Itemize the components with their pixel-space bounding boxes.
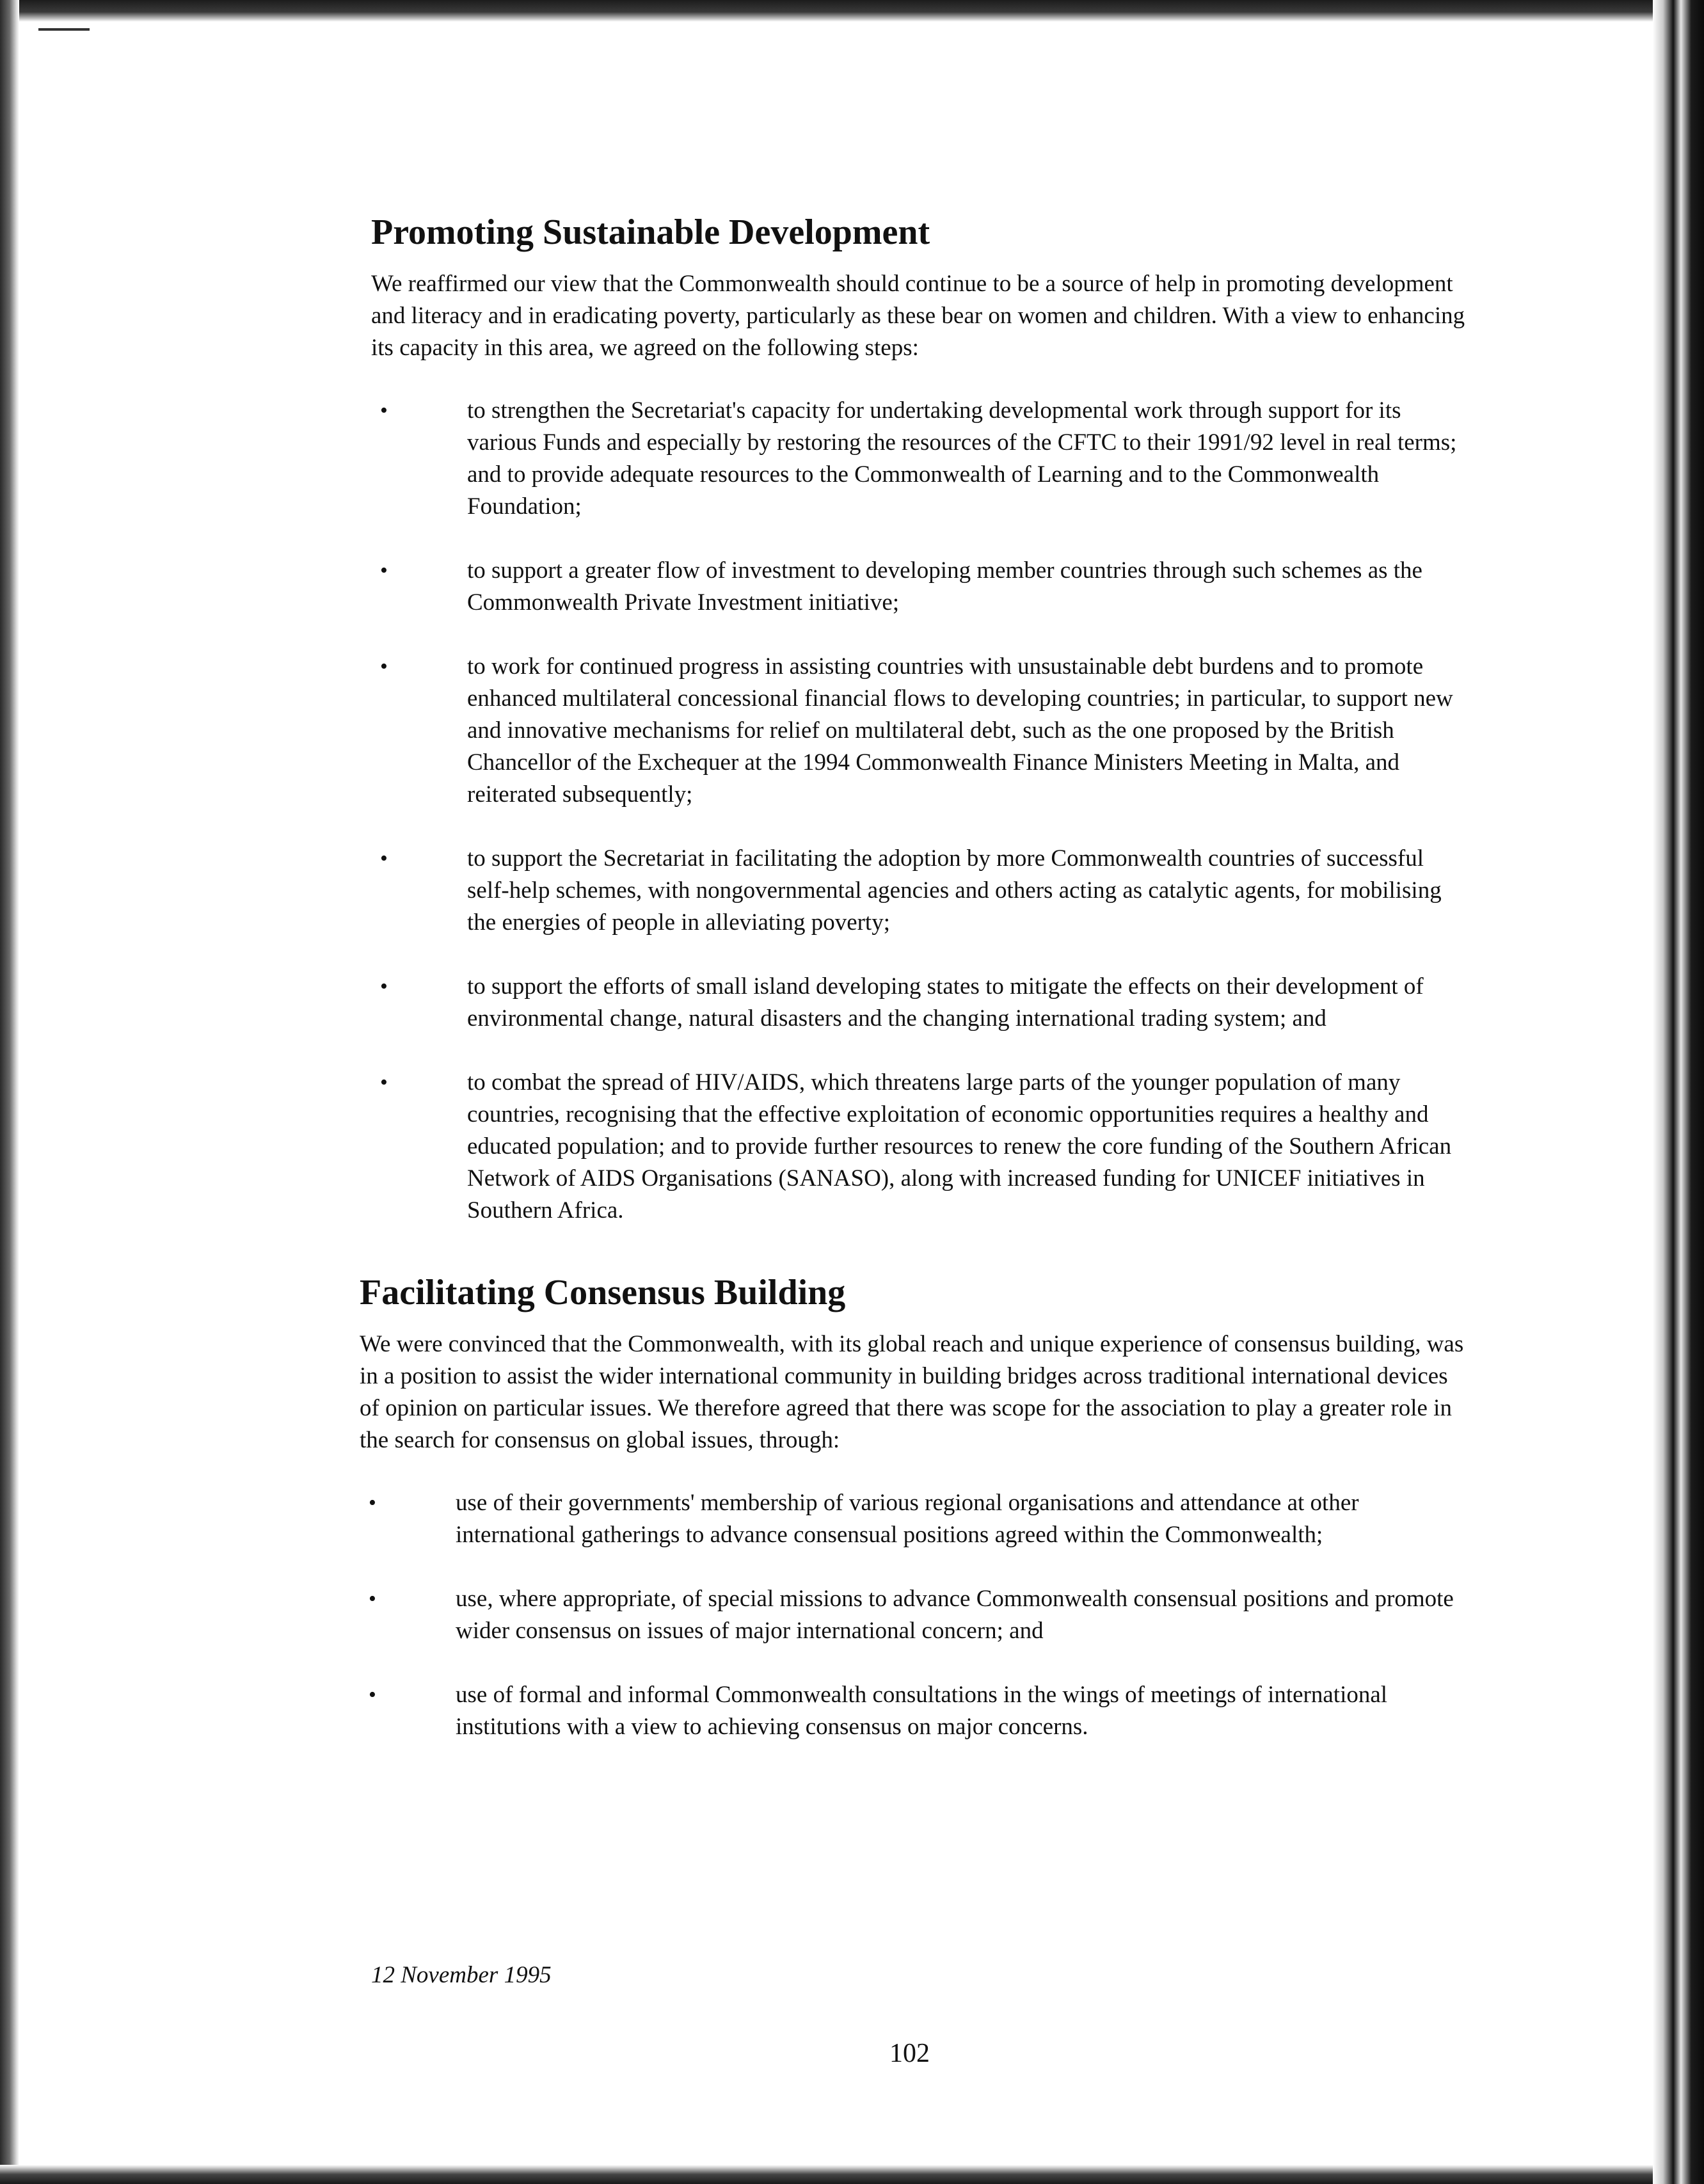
- bullet-icon: •: [380, 399, 388, 423]
- list-item-text: to support the efforts of small island developing states to mitigate the effects on their development of environmental change, natural disasters and the changing international trading system; and: [467, 973, 1424, 1032]
- list-item: [360, 1679, 1472, 1743]
- scan-border-top: [0, 0, 1704, 22]
- list-item-text: to combat the spread of HIV/AIDS, which threatens large parts of the younger population of many countries, recognising that the effective exploitation of economic opportunities requires a healthy and educated population; and to provide further resources to renew the core funding of the Southern African Network of AIDS Organisations (SANASO), along with increased funding for UNICEF initiatives in Southern Africa.: [467, 1069, 1452, 1224]
- bullet-icon: •: [369, 1587, 376, 1611]
- section-intro: We were convinced that the Commonwealth, with its global reach and unique experience of consensus building, was in a position to assist the wider international community in building bridges across traditional international devices of opinion on particular issues. We therefore agreed that there was scope for the association to play a greater role in the search for consensus on global issues, through:: [360, 1331, 1464, 1454]
- list-item-text: use, where appropriate, of special missions to advance Commonwealth consensual positions and promote wider consensus on issues of major international concern; and: [456, 1586, 1454, 1645]
- list-item: [371, 1067, 1472, 1227]
- list-item: [360, 1583, 1472, 1647]
- bullet-icon: •: [380, 1071, 388, 1095]
- section-title: Promoting Sustainable Development: [371, 212, 930, 252]
- list-item: [371, 395, 1472, 523]
- bullet-icon: •: [380, 847, 388, 871]
- scan-border-bottom: [0, 2165, 1704, 2184]
- list-item: [371, 843, 1472, 939]
- bullet-icon: •: [369, 1683, 376, 1707]
- list-item-text: to strengthen the Secretariat's capacity for undertaking developmental work through support for its various Funds and especially by restoring the resources of the CFTC to their 1991/92 level in real terms; and to provide adequate resources to the Commonwealth of Learning and to the Commonwealth Foundation;: [467, 397, 1457, 520]
- section-intro: We reaffirmed our view that the Commonwealth should continue to be a source of help in promoting development and literacy and in eradicating poverty, particularly as these bear on women and children. With a view to enhancing its capacity in this area, we agreed on the following steps:: [371, 271, 1465, 362]
- list-item-text: to work for continued progress in assisting countries with unsustainable debt burdens and to promote enhanced multilateral concessional financial flows to developing countries; in particular, to support new and innovative mechanisms for relief on multilateral debt, such as the one proposed by the British Chancellor of the Exchequer at the 1994 Commonwealth Finance Ministers Meeting in Malta, and reiterated subsequently;: [467, 653, 1453, 808]
- bullet-icon: •: [380, 655, 388, 679]
- list-item: [371, 555, 1472, 619]
- list-item: [371, 651, 1472, 811]
- list-item-text: to support a greater flow of investment to developing member countries through such schemes as the Commonwealth Private Investment initiative;: [467, 557, 1422, 616]
- scan-border-right: [1653, 0, 1704, 2184]
- scan-border-left: [0, 0, 19, 2184]
- list-item-text: use of their governments' membership of various regional organisations and attendance at other international gatherings to advance consensual positions agreed within the Commonwealth;: [456, 1490, 1359, 1549]
- scan-mark: [38, 28, 90, 31]
- bullet-icon: •: [380, 559, 388, 583]
- section-title: Facilitating Consensus Building: [360, 1273, 846, 1313]
- bullet-icon: •: [380, 975, 388, 999]
- document-page: [360, 211, 1472, 1775]
- section-consensus-building: [360, 1271, 1472, 1743]
- document-date: 12 November 1995: [371, 1962, 552, 1988]
- bullet-list: [360, 1487, 1472, 1743]
- list-item-text: to support the Secretariat in facilitating the adoption by more Commonwealth countries of successful self-help schemes, with nongovernmental agencies and others acting as catalytic agents, for mobilising the energies of people in alleviating poverty;: [467, 845, 1442, 936]
- page-number: 102: [889, 2039, 930, 2068]
- bullet-list: [371, 395, 1472, 1227]
- section-sustainable-development: [371, 211, 1472, 1227]
- list-item: [360, 1487, 1472, 1551]
- bullet-icon: •: [369, 1491, 376, 1515]
- list-item-text: use of formal and informal Commonwealth consultations in the wings of meetings of international institutions with a view to achieving consensus on major concerns.: [456, 1682, 1388, 1741]
- list-item: [371, 971, 1472, 1035]
